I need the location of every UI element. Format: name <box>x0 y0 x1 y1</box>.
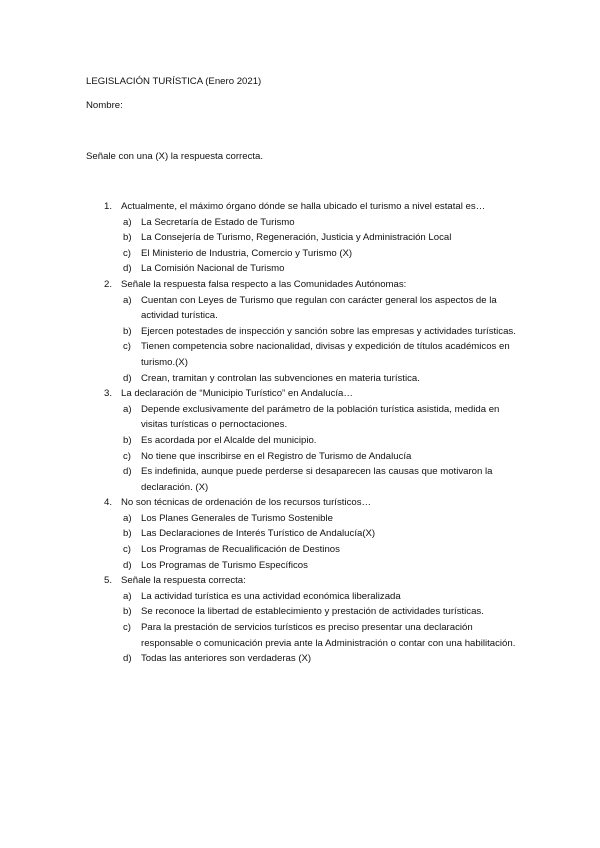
question-text: Señale la respuesta correcta: <box>121 575 246 587</box>
option-letter: d) <box>123 653 132 665</box>
option-5d <box>104 651 516 667</box>
option-4b <box>104 526 516 542</box>
question-number: 4. <box>104 497 113 509</box>
option-text: Ejercen potestades de inspección y sanción sobre las empresas y actividades turísticas. <box>141 325 516 337</box>
option-letter: a) <box>123 403 132 415</box>
option-letter: c) <box>123 450 131 462</box>
option-letter: a) <box>123 512 132 524</box>
option-3a <box>104 402 516 433</box>
option-letter: a) <box>123 216 132 228</box>
option-text: La Secretaría de Estado de Turismo <box>141 216 295 228</box>
option-2d <box>104 371 516 387</box>
option-text: La Comisión Nacional de Turismo <box>141 263 285 275</box>
option-letter: a) <box>123 294 132 306</box>
option-letter: b) <box>123 232 132 244</box>
option-text: Los Programas de Turismo Específicos <box>141 559 308 571</box>
instruction-text: Señale con una (X) la respuesta correcta. <box>86 151 264 162</box>
question-3 <box>104 386 516 402</box>
question-number: 1. <box>104 201 113 212</box>
option-letter: d) <box>123 263 132 275</box>
question-4 <box>104 495 516 511</box>
document-title: LEGISLACIÓN TURÍSTICA (Enero 2021) <box>86 76 262 87</box>
option-letter: b) <box>123 325 132 337</box>
question-text: La declaración de “Municipio Turístico” en Andalucía… <box>121 388 353 400</box>
option-2c <box>104 339 516 370</box>
question-text: No son técnicas de ordenación de los recursos turísticos… <box>121 497 372 509</box>
option-text: Depende exclusivamente del parámetro de la población turística asistida, medida en visitas turísticas o pernoctaciones. <box>141 403 500 431</box>
option-text: Crean, tramitan y controlan las subvenciones en materia turística. <box>141 372 420 384</box>
option-text: El Ministerio de Industria, Comercio y Turismo (X) <box>141 247 353 259</box>
option-letter: b) <box>123 434 132 446</box>
option-text: La Consejería de Turismo, Regeneración, Justicia y Administración Local <box>141 232 452 244</box>
option-text: No tiene que inscribirse en el Registro de Turismo de Andalucía <box>141 450 412 462</box>
option-letter: d) <box>123 559 132 571</box>
option-5b <box>104 604 516 620</box>
option-5c <box>104 620 516 651</box>
option-text: Se reconoce la libertad de establecimiento y prestación de actividades turísticas. <box>141 606 484 618</box>
question-2 <box>104 277 516 293</box>
option-letter: d) <box>123 372 132 384</box>
option-letter: d) <box>123 466 132 478</box>
option-2a <box>104 293 516 324</box>
option-1b <box>104 230 516 246</box>
option-1a <box>104 215 516 231</box>
option-text: Para la prestación de servicios turísticos es preciso presentar una declaración responsable o comunicación previa ante la Administración o contar con una habilitación. <box>141 622 516 649</box>
option-letter: c) <box>123 341 131 353</box>
option-letter: b) <box>123 528 132 540</box>
option-1c <box>104 246 516 262</box>
option-5a <box>104 589 516 605</box>
option-3b <box>104 433 516 449</box>
question-number: 2. <box>104 278 113 290</box>
option-letter: c) <box>123 247 131 259</box>
question-1 <box>104 199 516 215</box>
option-4d <box>104 558 516 574</box>
question-5 <box>104 573 516 589</box>
option-text: La actividad turística es una actividad económica liberalizada <box>141 590 401 602</box>
option-4c <box>104 542 516 558</box>
option-3d <box>104 464 516 495</box>
question-number: 3. <box>104 388 113 400</box>
option-4a <box>104 511 516 527</box>
option-text: Los Planes Generales de Turismo Sostenible <box>141 512 333 524</box>
name-label: Nombre: <box>86 100 123 111</box>
option-2b <box>104 324 516 340</box>
option-text: Es acordada por el Alcalde del municipio. <box>141 434 317 446</box>
question-text: Actualmente, el máximo órgano dónde se halla ubicado el turismo a nivel estatal es… <box>121 201 486 212</box>
option-text: Tienen competencia sobre nacionalidad, divisas y expedición de títulos académicos en turismo.(X) <box>141 341 510 368</box>
question-text: Señale la respuesta falsa respecto a las Comunidades Autónomas: <box>121 278 407 290</box>
option-text: Cuentan con Leyes de Turismo que regulan con carácter general los aspectos de la actividad turística. <box>141 294 497 322</box>
option-letter: b) <box>123 606 132 618</box>
question-list <box>104 199 516 667</box>
option-letter: a) <box>123 590 132 602</box>
question-number: 5. <box>104 575 113 587</box>
option-letter: c) <box>123 622 131 634</box>
option-1d <box>104 261 516 277</box>
option-3c <box>104 449 516 465</box>
option-letter: c) <box>123 544 131 556</box>
option-text: Los Programas de Recualificación de Destinos <box>141 544 340 556</box>
option-text: Es indefinida, aunque puede perderse si desaparecen las causas que motivaron la declaración. (X) <box>141 466 493 493</box>
option-text: Todas las anteriores son verdaderas (X) <box>141 653 312 665</box>
option-text: Las Declaraciones de Interés Turístico de Andalucía(X) <box>141 528 376 540</box>
